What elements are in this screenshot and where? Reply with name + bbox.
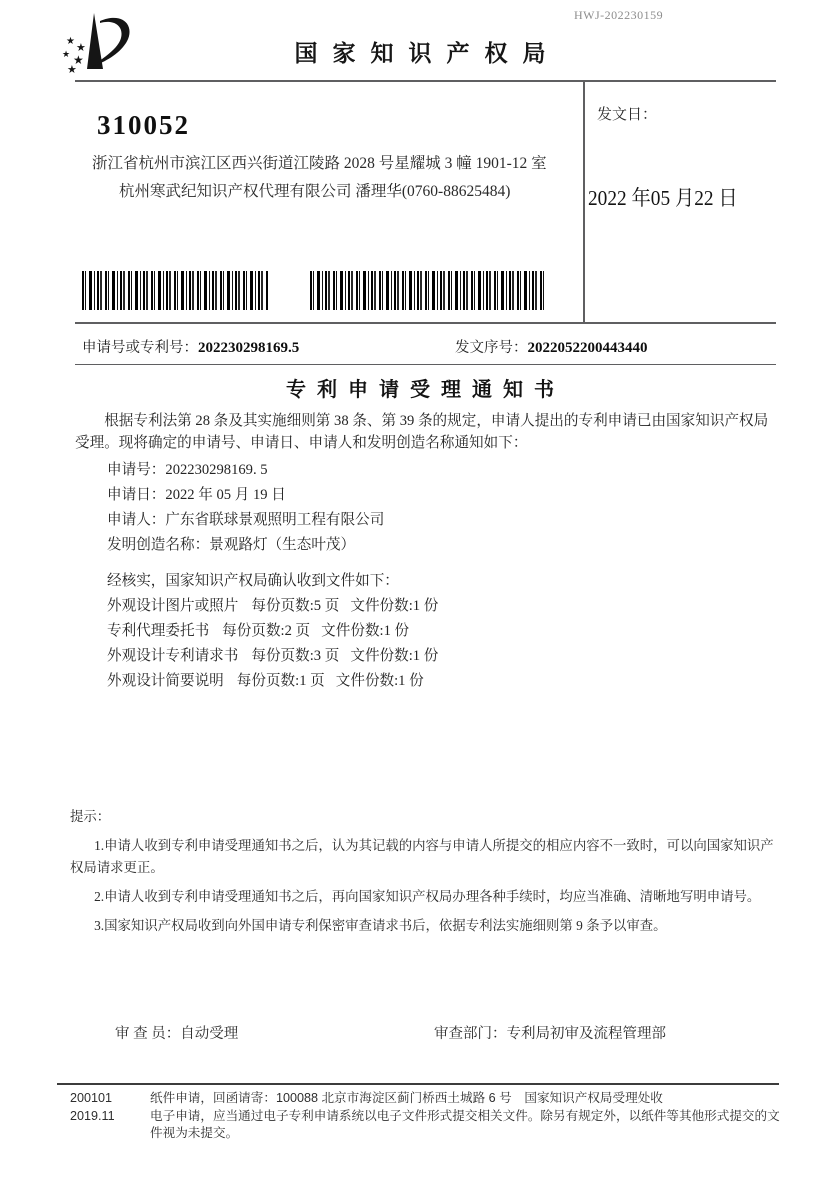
notice-intro-paragraph: 根据专利法第 28 条及其实施细则第 38 条、第 39 条的规定，申请人提出的专利申请已由国家知识产权局受理。现将确定的申请号、申请日、申请人和发明创造名称通知如下： <box>75 413 769 451</box>
doc-pages: 每份页数:5 页 <box>251 598 340 614</box>
received-doc-line <box>107 669 780 694</box>
footer-text: 纸件申请，回函请寄：100088 北京市海淀区蓟门桥西土城路 6 号 国家知识产权局受理处收 <box>150 1091 663 1105</box>
received-doc-line <box>107 619 780 644</box>
footer-code: 2019.11 <box>70 1108 115 1123</box>
title-divider <box>75 364 776 365</box>
received-docs-list <box>107 594 780 694</box>
svg-text:★: ★ <box>66 36 75 47</box>
doc-pages: 每份页数:3 页 <box>251 648 340 664</box>
svg-text:★: ★ <box>62 49 71 59</box>
doc-copies: 文件份数:1 份 <box>321 623 410 639</box>
serial-no-label: 发文序号： <box>455 340 528 356</box>
doc-copies: 文件份数:1 份 <box>350 648 439 664</box>
field-label: 申请人： <box>107 512 166 528</box>
field-line <box>107 533 780 558</box>
svg-text:★: ★ <box>67 64 77 75</box>
field-value: 广东省联球景观照明工程有限公司 <box>165 512 385 528</box>
tips-section <box>70 806 782 937</box>
footer-divider <box>57 1083 779 1085</box>
notice-title: 专利申请受理通知书 <box>286 379 565 401</box>
department-group <box>434 1022 666 1043</box>
doc-name: 外观设计简要说明 <box>107 673 224 689</box>
barcode-divider <box>75 322 776 324</box>
received-doc-line <box>107 644 780 669</box>
received-doc-line <box>107 594 780 619</box>
department-value: 专利局初审及流程管理部 <box>506 1026 666 1042</box>
issue-date-value: 2022 年05 月22 日 <box>588 186 738 210</box>
barcode-right <box>310 271 544 310</box>
field-value: 202230298169. 5 <box>165 462 268 478</box>
agency-title: 国家知识产权局 <box>294 40 561 66</box>
doc-name: 外观设计专利请求书 <box>107 648 239 664</box>
doc-copies: 文件份数:1 份 <box>350 598 439 614</box>
footer-row <box>70 1108 782 1143</box>
notice-body <box>75 410 780 694</box>
meta-numbers-row <box>82 336 776 357</box>
recipient-address: 浙江省杭州市滨江区西兴街道江陵路 2028 号星耀城 3 幢 1901-12 室 <box>92 155 547 172</box>
serial-no-group <box>455 336 648 357</box>
field-value: 2022 年 05 月 19 日 <box>165 487 286 503</box>
footer-text: 电子申请，应当通过电子专利申请系统以电子文件形式提交相关文件。除另有规定外，以纸件等其他形式提交的文件视为未提交。 <box>150 1108 780 1140</box>
doc-pages: 每份页数:2 页 <box>222 623 311 639</box>
agency-contact: 杭州寒武纪知识产权代理有限公司 潘理华(0760-88625484) <box>119 183 511 200</box>
footer-row <box>70 1090 782 1108</box>
application-no-label: 申请号或专利号： <box>82 340 198 356</box>
postal-code: 310052 <box>97 110 190 140</box>
application-no-group <box>82 340 299 356</box>
field-label: 发明创造名称： <box>107 537 210 553</box>
department-label: 审查部门： <box>434 1026 507 1042</box>
application-fields <box>75 458 780 558</box>
doc-copies: 文件份数:1 份 <box>335 673 424 689</box>
application-no-value: 202230298169.5 <box>198 340 300 356</box>
doc-name: 专利代理委托书 <box>107 623 210 639</box>
footer-code: 200101 <box>70 1091 113 1105</box>
tips-list <box>70 835 782 937</box>
tips-label: 提示： <box>70 809 111 824</box>
field-label: 申请日： <box>107 487 166 503</box>
received-docs-section <box>75 569 780 694</box>
tip-item: 3.国家知识产权局收到向外国申请专利保密审查请求书后，依据专利法实施细则第 9 条予以审查。 <box>94 918 667 933</box>
issue-date-label: 发文日： <box>597 107 658 123</box>
doc-pages: 每份页数:1 页 <box>236 673 325 689</box>
tip-item: 1.申请人收到专利申请受理通知书之后，认为其记载的内容与申请人所提交的相应内容不一致时，可以向国家知识产权局请求更正。 <box>70 838 774 875</box>
doc-name: 外观设计图片或照片 <box>107 598 239 614</box>
field-line <box>107 508 780 533</box>
examiner-group <box>115 1022 238 1043</box>
doc-ref-number: HWJ-202230159 <box>574 8 664 22</box>
serial-no-value: 2022052200443440 <box>527 340 648 356</box>
received-intro: 经核实，国家知识产权局确认收到文件如下： <box>107 573 399 589</box>
examiner-label: 审 查 员： <box>115 1026 181 1042</box>
field-label: 申请号： <box>107 462 166 478</box>
field-line <box>107 483 780 508</box>
field-value: 景观路灯（生态叶茂） <box>209 537 356 553</box>
field-line <box>107 458 780 483</box>
header-divider <box>75 80 776 82</box>
svg-text:★: ★ <box>73 53 84 67</box>
examiner-value: 自动受理 <box>180 1026 239 1042</box>
footer-notes <box>70 1090 782 1143</box>
barcode-left <box>82 271 268 310</box>
signoff-row <box>75 1022 775 1042</box>
tip-item: 2.申请人收到专利申请受理通知书之后，再向国家知识产权局办理各种手续时，均应当准确、清晰地写明申请号。 <box>94 889 761 904</box>
letterhead-vertical-divider <box>583 81 585 322</box>
svg-text:★: ★ <box>76 42 86 54</box>
